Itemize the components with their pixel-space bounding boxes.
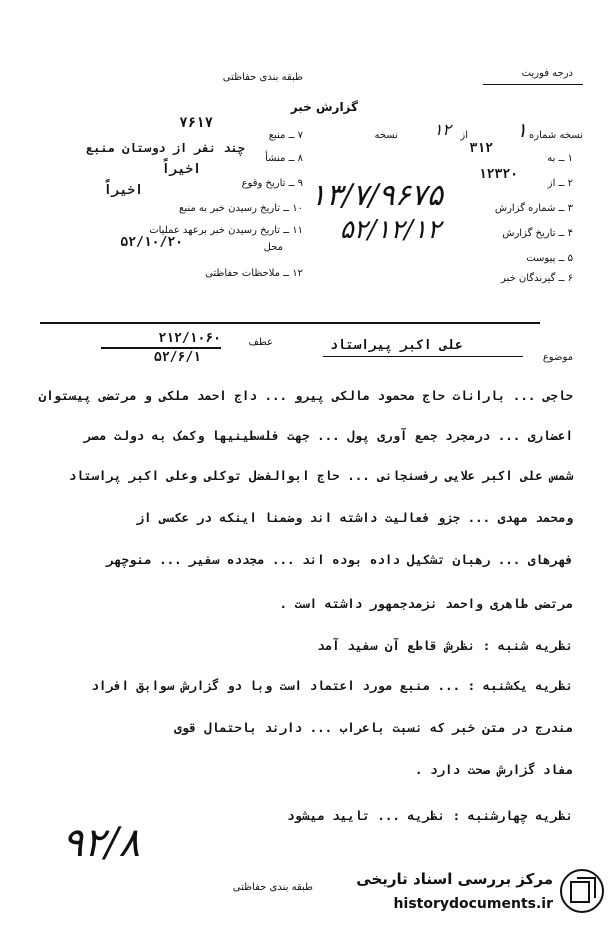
- note-line-4: مفاد گزارش صحت دارد .: [414, 762, 573, 777]
- receipt-source-label: ۱۰ ــ تاریخ رسیدن خبر به منبع: [179, 203, 303, 214]
- body-line-6: مرتضی طاهری واحمد نزمدجمهور داشته است .: [279, 596, 573, 611]
- subject-value: علی اکبر پیراستاد: [329, 338, 463, 353]
- watermark-url: historydocuments.ir: [393, 896, 553, 912]
- report-number-value: ۱۳/۷/۹۶۷۵: [309, 178, 443, 213]
- note-line-3: مندرج در متن خبر که نسبت باعراب ... دارند باحتمال قوی: [174, 720, 573, 735]
- body-line-3: شمس علی اکبر علایی رفسنجانی ... حاج ابوالفضل توکلی وعلی اکبر پراستاد: [68, 468, 573, 483]
- occurrence-date-value: اخیراً: [161, 162, 201, 177]
- copy-label: نسخه: [374, 130, 398, 141]
- form-title: گزارش خبر: [290, 100, 358, 114]
- classification-label-bottom: طبقه بندی حفاظتی: [232, 882, 313, 893]
- from-label: ۲ ــ از: [547, 178, 573, 189]
- copy-total-value: ۱۲: [433, 120, 451, 139]
- source-label: ۷ ــ منبع: [268, 130, 303, 141]
- reference-underline: [101, 347, 221, 349]
- occurrence-date-label: ۹ ــ تاریخ وقوع: [241, 178, 303, 189]
- source-value: ۷۶۱۷: [179, 115, 213, 131]
- recipients-label: ۶ ــ گیرندگان خبر: [501, 273, 573, 284]
- watermark-name: مرکز بررسی اسناد تاریخی: [356, 870, 553, 888]
- priority-underline: [483, 84, 583, 85]
- note-line-1: نظریه شنبه : نظرش قاطع آن سفید آمد: [317, 638, 573, 653]
- report-date-label: ۴ ــ تاریخ گزارش: [502, 228, 573, 239]
- note-line-2: نظریه یکشنبه : ... منبع مورد اعتماد است وبا دو گزارش سوابق افراد: [91, 678, 573, 693]
- body-line-4: ومحمد مهدی ... جزو فعالیت داشته اند وضمنا اینکه در عکسی از: [136, 510, 573, 525]
- body-line-2: اعضاری ... درمجرد جمع آوری پول ... جهت فلسطینیها وکمک به دولت مصر: [83, 428, 573, 443]
- origin-value: چند نفر از دوستان منبع: [86, 141, 245, 155]
- priority-label: درجه فوریت: [521, 68, 573, 79]
- origin-label: ۸ ــ منشأ: [265, 153, 303, 164]
- section-divider: [40, 322, 540, 324]
- copy-number-label: نسخه شماره: [529, 130, 583, 141]
- security-notes-label: ۱۲ ــ ملاحظات حفاظتی: [205, 268, 303, 279]
- watermark-logo-icon: [559, 868, 605, 914]
- reference-date: ۵۲/۶/۱: [154, 350, 201, 365]
- to-value: ۳۱۲: [469, 141, 493, 156]
- reference-number: ۲۱۲/۱۰۶۰: [158, 331, 221, 346]
- from-value: ۱۲۳۲۰: [478, 167, 518, 182]
- receipt-ops-value: ۵۲/۱۰/۲۰: [120, 235, 183, 250]
- place-label: محل: [263, 242, 283, 253]
- body-line-1: حاجی ... بارانات حاج محمود مالکی پیرو ... داج احمد ملکی و مرتضی پیستوان: [38, 388, 573, 403]
- receipt-source-value: اخیراً: [103, 183, 143, 198]
- attachments-label: ۵ ــ پیوست: [526, 253, 573, 264]
- receipt-ops-label: ۱۱ ــ تاریخ رسیدن خبر برعهد عملیات: [149, 225, 303, 236]
- reference-label: عطف: [248, 337, 273, 348]
- subject-label: موضوع: [542, 352, 573, 363]
- body-line-5: فهرهای ... رهبان تشکیل داده بوده اند ... مجدده سفیر ... منوچهر: [106, 552, 573, 567]
- classification-label-top: طبقه بندی حفاظتی: [222, 72, 303, 83]
- of-label: از: [460, 130, 468, 141]
- margin-number: ۹۲/۸: [62, 820, 140, 866]
- note-line-5: نظریه چهارشنبه : نظریه ... تایید میشود: [287, 808, 573, 823]
- copy-number-value: ۱: [516, 118, 527, 142]
- report-number-label: ۳ ــ شماره گزارش: [494, 203, 573, 214]
- report-date-value: ۵۲/۱۲/۱۲: [339, 215, 441, 245]
- to-label: ۱ ــ به: [547, 153, 573, 164]
- subject-underline: [323, 356, 523, 357]
